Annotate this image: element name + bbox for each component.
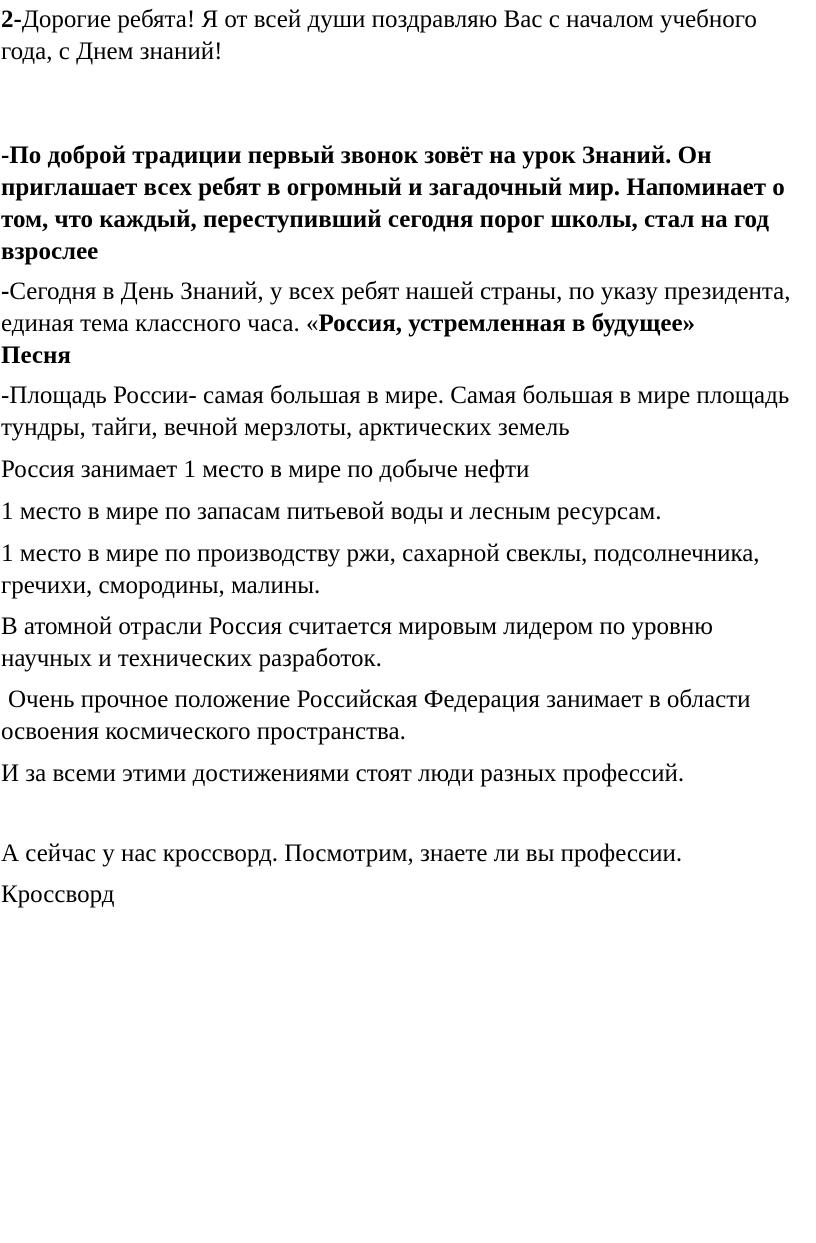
crossword-title: Кроссворд xyxy=(1,881,115,908)
agro-paragraph: 1 место в мире по производству ржи, сахарной свеклы, подсолнечника, гречихи, смородины, малины. xyxy=(1,540,760,599)
people-paragraph: И за всеми этими достижениями стоят люди разных профессий. xyxy=(1,760,685,787)
today-dash: - xyxy=(1,278,10,305)
today-text: Сегодня в День Знаний, у всех ребят нашей страны, по указу президента, единая тема классного часа. « xyxy=(1,278,791,337)
space-text: Очень прочное положение Российская Федерация занимает в области освоения космического пространства. xyxy=(1,686,751,745)
crossword-intro-paragraph: А сейчас у нас кроссворд. Посмотрим, знаете ли вы профессии. xyxy=(1,840,683,867)
today-song: Песня xyxy=(1,342,71,369)
greeting-text: Дорогие ребята! Я от всей души поздравляю Вас с началом учебного года, с Днем знаний! xyxy=(1,6,757,65)
oil-paragraph: Россия занимает 1 место в мире по добыче нефти xyxy=(1,456,530,483)
greeting-number: 2- xyxy=(1,6,22,33)
area-paragraph: -Площадь России- самая большая в мире. Самая большая в мире площадь тундры, тайги, вечной мерзлоты, арктических земель xyxy=(1,382,790,441)
atom-paragraph: В атомной отрасли Россия считается мировым лидером по уровню научных и технических разработок. xyxy=(1,613,713,672)
space-paragraph xyxy=(1,684,808,748)
water-paragraph: 1 место в мире по запасам питьевой воды и лесным ресурсам. xyxy=(1,498,662,525)
tradition-paragraph: -По доброй традиции первый звонок зовёт на урок Знаний. Он приглашает всех ребят в огромный и загадочный мир. Напоминает о том, что каждый, переступивший сегодня порог школы, стал на год взрослее xyxy=(1,142,785,265)
greeting-paragraph xyxy=(1,4,808,68)
today-theme: Россия, устремленная в будущее» xyxy=(318,310,696,337)
today-paragraph xyxy=(1,276,808,372)
